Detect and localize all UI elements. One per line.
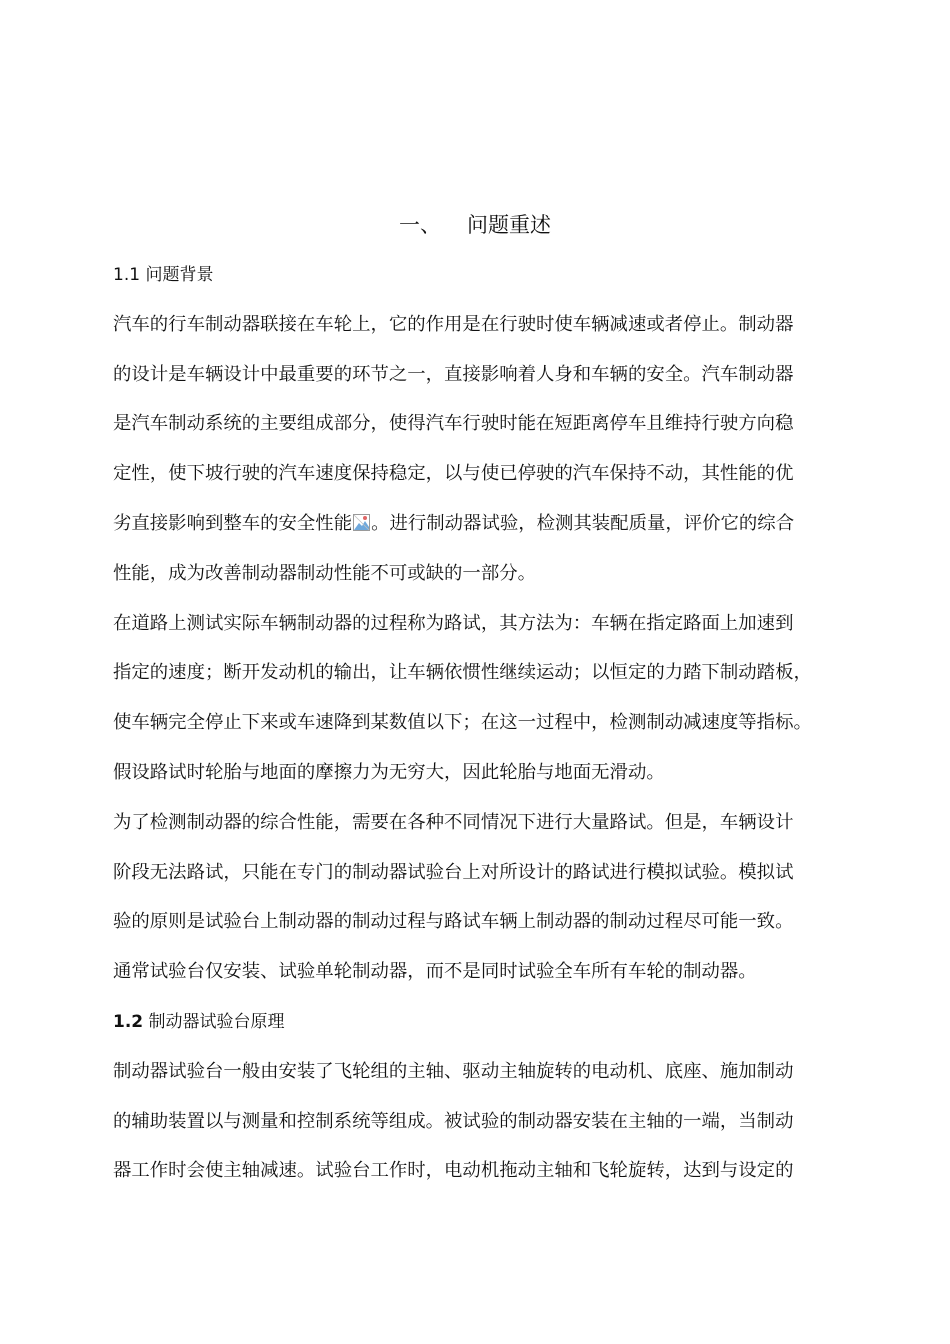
text-line: 在道路上测试实际车辆制动器的过程称为路试，其方法为：车辆在指定路面上加速到	[113, 612, 794, 634]
page-title	[0, 208, 950, 242]
text-line: 定性，使下坡行驶的汽车速度保持稳定，以与使已停驶的汽车保持不动，其性能的优	[113, 463, 794, 485]
text-line: 验的原则是试验台上制动器的制动过程与路试车辆上制动器的制动过程尽可能一致。	[113, 911, 794, 933]
text-line: 阶段无法路试，只能在专门的制动器试验台上对所设计的路试进行模拟试验。模拟试	[113, 861, 794, 883]
section-number: 1.2	[113, 1011, 144, 1032]
text-line: 性能，成为改善制动器制动性能不可或缺的一部分。	[113, 562, 536, 584]
text-line: 器工作时会使主轴减速。试验台工作时，电动机拖动主轴和飞轮旋转，达到与设定的	[113, 1160, 794, 1182]
text-line: 通常试验台仅安装、试验单轮制动器，而不是同时试验全车所有车轮的制动器。	[113, 961, 757, 983]
text-line: 制动器试验台一般由安装了飞轮组的主轴、驱动主轴旋转的电动机、底座、施加制动	[113, 1060, 794, 1082]
paragraph-3	[113, 806, 839, 1005]
text-line: 假设路试时轮胎与地面的摩擦力为无穷大，因此轮胎与地面无滑动。	[113, 761, 665, 783]
text-line	[113, 507, 839, 557]
text-line: 的设计是车辆设计中最重要的环节之一，直接影响着人身和车辆的安全。汽车制动器	[113, 363, 794, 385]
text-line: 使车辆完全停止下来或车速降到某数值以下；在这一过程中，检测制动减速度等指标。	[113, 712, 812, 734]
text-line: 是汽车制动系统的主要组成部分，使得汽车行驶时能在短距离停车且维持行驶方向稳	[113, 413, 794, 435]
text-line: 汽车的行车制动器联接在车轮上，它的作用是在行驶时使车辆减速或者停止。制动器	[113, 313, 794, 335]
paragraph-4	[113, 1055, 839, 1204]
text-line: 为了检测制动器的综合性能，需要在各种不同情况下进行大量路试。但是，车辆设计	[113, 811, 794, 833]
text-line: 的辅助装置以与测量和控制系统等组成。被试验的制动器安装在主轴的一端，当制动	[113, 1110, 794, 1132]
section-heading-1-1: 1.1 问题背景	[113, 265, 214, 285]
text-segment: 劣直接影响到整车的安全性能	[113, 512, 353, 534]
title-number: 一、	[399, 213, 441, 237]
section-title: 制动器试验台原理	[143, 1011, 285, 1032]
paragraph-2	[113, 607, 839, 806]
text-segment: 。进行制动器试验，检测其装配质量，评价它的综合	[371, 512, 795, 534]
section-heading-1-2	[113, 1005, 839, 1055]
document-body	[113, 258, 839, 1204]
paragraph-1	[113, 308, 839, 607]
title-text: 问题重述	[467, 213, 551, 237]
text-line: 指定的速度；断开发动机的输出，让车辆依惯性继续运动；以恒定的力踏下制动踏板，	[113, 662, 812, 684]
broken-image-icon	[353, 509, 370, 526]
